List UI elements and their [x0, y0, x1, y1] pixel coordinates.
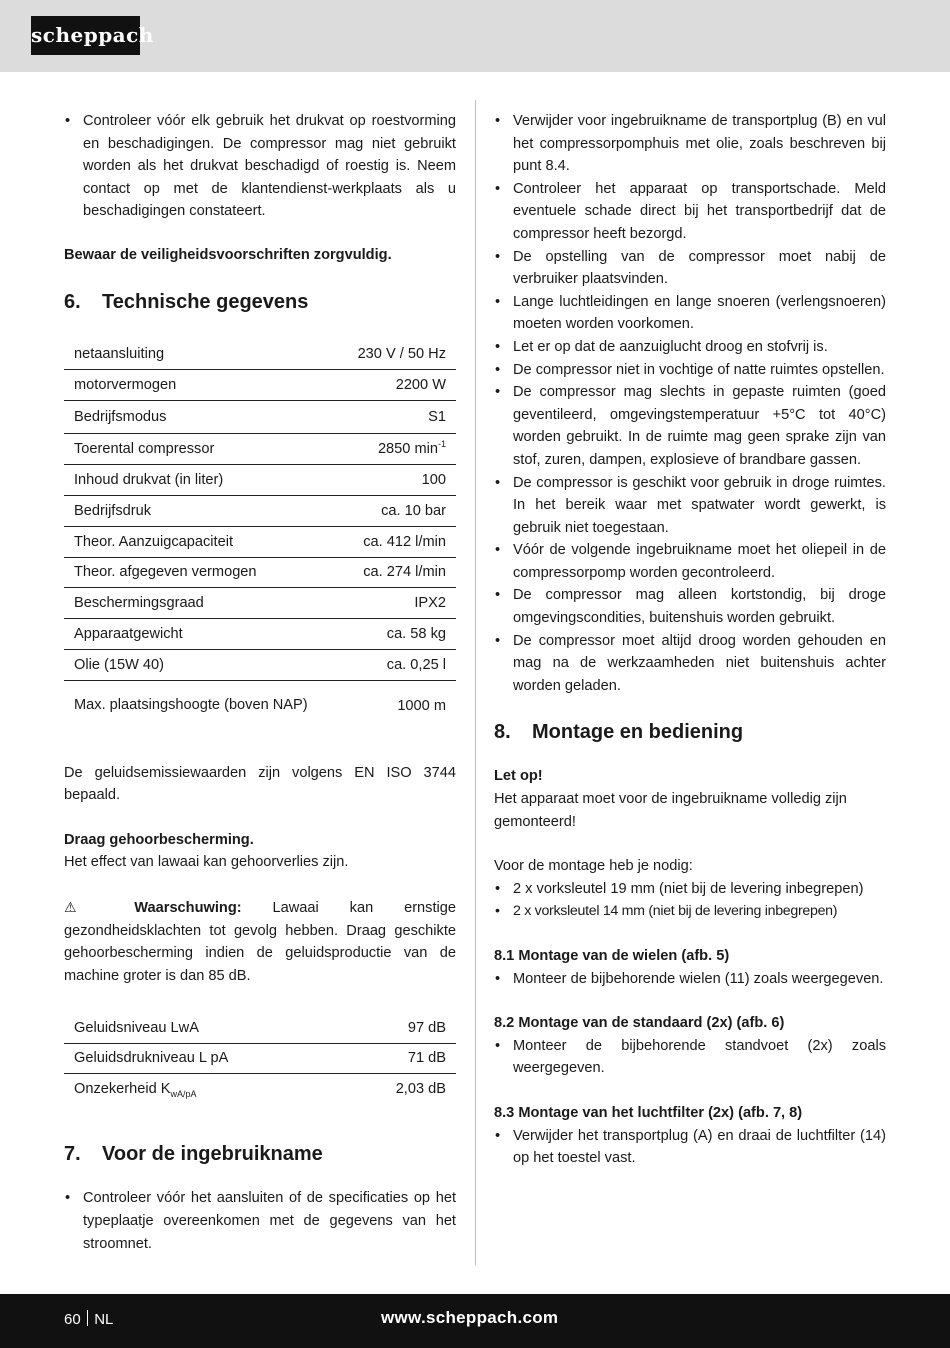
page-number: 60 — [64, 1311, 81, 1328]
section-7-bullets — [64, 1187, 456, 1255]
spec-label: netaansluiting — [64, 339, 339, 370]
tools-needed-list — [494, 878, 886, 923]
table-row — [64, 527, 456, 558]
warning-text: Lawaai kan ernstige gezondheidsklachten tot gevolg hebben. Draag geschikte gehoorbescherming indien de geluidsproductie van de machine groter is dan 85 dB. — [64, 899, 456, 984]
table-row — [64, 558, 456, 588]
section-number: 6. — [64, 290, 81, 313]
list-item: • Lange luchtleidingen en lange snoeren (verlengsnoeren) moeten worden voorkomen. — [494, 291, 886, 336]
table-row — [64, 370, 456, 401]
subsection-8-1-bullets — [494, 968, 886, 991]
list-item: • Let er op dat de aanzuiglucht droog en stofvrij is. — [494, 336, 886, 359]
spec-value-sup: -1 — [437, 438, 446, 449]
table-row — [64, 401, 456, 434]
right-column — [494, 110, 886, 1170]
list-item: • 2 x vorksleutel 14 mm (niet bij de levering inbegrepen) — [494, 900, 886, 923]
noise-table — [64, 1013, 456, 1105]
subsection-8-2-bullets — [494, 1035, 886, 1080]
spec-value: S1 — [339, 401, 456, 434]
table-row — [64, 1013, 456, 1043]
list-item: • De compressor moet altijd droog worden gehouden en mag na de werkzaamheden niet buitenshuis achter worden geladen. — [494, 630, 886, 698]
table-row — [64, 434, 456, 465]
list-item: • De compressor niet in vochtige of natte ruimtes opstellen. — [494, 359, 886, 382]
spec-value: ca. 10 bar — [339, 496, 456, 527]
spec-value: IPX2 — [339, 588, 456, 619]
noise-label: Geluidsdrukniveau L pA — [64, 1043, 343, 1073]
subsection-8-1-title: 8.1 Montage van de wielen (afb. 5) — [494, 948, 730, 964]
spec-label: Inhoud drukvat (in liter) — [64, 465, 339, 496]
spec-value: ca. 274 l/min — [339, 558, 456, 588]
spec-value: 230 V / 50 Hz — [339, 339, 456, 370]
hearing-protection-text: Het effect van lawaai kan gehoorverlies zijn. — [64, 854, 349, 871]
attention-heading: Let op! — [494, 768, 543, 785]
noise-label — [64, 1073, 343, 1105]
spec-value: ca. 0,25 l — [339, 650, 456, 681]
table-row — [64, 496, 456, 527]
list-item: • Controleer vóór het aansluiten of de specificaties op het typeplaatje overeenkomen met de gegevens van het stroomnet. — [64, 1187, 456, 1255]
page-indicator — [64, 1309, 113, 1332]
section-7-heading — [64, 1141, 456, 1167]
attention-text: Het apparaat moet voor de ingebruikname volledig zijn gemonteerd! — [494, 791, 847, 830]
noise-value: 2,03 dB — [395, 1081, 446, 1098]
spec-value: ca. 58 kg — [339, 619, 456, 650]
table-row — [64, 588, 456, 619]
safety-note: Bewaar de veiligheidsvoorschriften zorgvuldig. — [64, 246, 392, 263]
intro-bullets — [64, 110, 456, 223]
language-code: NL — [94, 1311, 114, 1328]
spec-label: Bedrijfsdruk — [64, 496, 339, 527]
website-link[interactable]: www.scheppach.com — [381, 1308, 559, 1327]
noise-label-sub: wA/pA — [170, 1089, 197, 1100]
table-row — [64, 619, 456, 650]
list-item: • Verwijder het transportplug (A) en draai de luchtfilter (14) op het toestel vast. — [494, 1125, 886, 1170]
column-divider — [475, 100, 476, 1265]
list-item: • Controleer vóór elk gebruik het drukvat op roestvorming en beschadigingen. De compressor mag niet gebruikt worden als het drukvat beschadigd of roestig is. Neem contact op met de klantendienst-werkplaats als u beschadigingen constateert. — [64, 110, 456, 223]
spec-table — [64, 339, 456, 731]
spec-value: 100 — [339, 465, 456, 496]
list-item: • De compressor mag alleen kortstondig, bij droge omgevingscondities, buitenshuis worden gebruikt. — [494, 584, 886, 629]
section-title: Technische gegevens — [102, 290, 309, 313]
list-item: • De compressor mag slechts in gepaste ruimten (goed geventileerd, omgevingstemperatuur +5°C tot 40°C) worden gebruikt. In de ruimte mag geen sprake zijn van stof, zuren, dampen, explosieve of brandbare gassen. — [494, 381, 886, 471]
spec-label: Theor. afgegeven vermogen — [64, 558, 339, 588]
section-6-heading — [64, 289, 456, 315]
section-title: Voor de ingebruikname — [102, 1143, 323, 1166]
list-item: • Monteer de bijbehorende standvoet (2x) zoals weergegeven. — [494, 1035, 886, 1080]
noise-label-main: Onzekerheid K — [74, 1081, 171, 1098]
spec-label: Bedrijfsmodus — [64, 401, 339, 434]
table-row — [64, 465, 456, 496]
spec-label: motorvermogen — [64, 370, 339, 401]
warning-paragraph — [64, 896, 456, 987]
table-row — [64, 650, 456, 681]
subsection-8-2-title: 8.2 Montage van de standaard (2x) (afb. 6) — [494, 1015, 785, 1032]
table-row — [64, 681, 456, 731]
spec-value — [339, 434, 456, 465]
list-item: • De compressor is geschikt voor gebruik in droge ruimtes. In het bereik waar met spatwater wordt gewerkt, is gebruik niet toegestaan. — [494, 472, 886, 540]
brand-logo: scheppach — [31, 16, 140, 55]
list-item: • Controleer het apparaat op transportschade. Meld eventuele schade direct bij het transportbedrijf dat de compressor heeft bezorgd. — [494, 178, 886, 246]
installation-bullets — [494, 110, 886, 697]
spec-label: Toerental compressor — [64, 434, 339, 465]
page-separator — [87, 1310, 89, 1326]
section-title: Montage en bediening — [532, 721, 744, 744]
list-item: • 2 x vorksleutel 19 mm (niet bij de levering inbegrepen) — [494, 878, 886, 901]
spec-value: 1000 m — [397, 697, 446, 714]
section-8-heading — [494, 719, 886, 745]
subsection-8-3-title: 8.3 Montage van het luchtfilter (2x) (afb. 7, 8) — [494, 1104, 803, 1121]
list-item: • Vóór de volgende ingebruikname moet het oliepeil in de compressorpomp worden gecontroleerd. — [494, 539, 886, 584]
footer-bar — [0, 1294, 950, 1348]
subsection-8-3-bullets — [494, 1125, 886, 1170]
spec-label: Beschermingsgraad — [64, 588, 339, 619]
header-bar — [0, 0, 950, 72]
spec-label: Apparaatgewicht — [64, 619, 339, 650]
noise-value: 97 dB — [343, 1013, 456, 1043]
list-item: • Monteer de bijbehorende wielen (11) zoals weergegeven. — [494, 968, 886, 991]
noise-value: 71 dB — [343, 1043, 456, 1073]
spec-label: Olie (15W 40) — [64, 650, 339, 681]
left-column — [64, 110, 456, 1255]
table-row — [64, 1043, 456, 1073]
noise-label: Geluidsniveau LwA — [64, 1013, 343, 1043]
noise-emission-text: De geluidsemissiewaarden zijn volgens EN ISO 3744 bepaald. — [64, 764, 456, 804]
hearing-protection-heading: Draag gehoorbescherming. — [64, 831, 254, 848]
spec-value: ca. 412 l/min — [339, 527, 456, 558]
spec-value-main: 2850 min — [377, 440, 438, 457]
warning-label: Waarschuwing: — [134, 899, 242, 916]
tools-needed-intro: Voor de montage heb je nodig: — [494, 858, 693, 875]
table-row — [64, 1073, 456, 1105]
warning-triangle-icon: ⚠ — [64, 898, 104, 915]
list-item: • Verwijder voor ingebruikname de transportplug (B) en vul het compressorpomphuis met olie, zoals beschreven bij punt 8.4. — [494, 110, 886, 178]
section-number: 8. — [494, 721, 511, 744]
list-item: • De opstelling van de compressor moet nabij de verbruiker plaatsvinden. — [494, 246, 886, 291]
spec-label: Max. plaatsingshoogte (boven NAP) — [74, 697, 308, 714]
spec-label: Theor. Aanzuigcapaciteit — [64, 527, 339, 558]
spec-value: 2200 W — [339, 370, 456, 401]
section-number: 7. — [64, 1143, 81, 1166]
table-row — [64, 339, 456, 370]
